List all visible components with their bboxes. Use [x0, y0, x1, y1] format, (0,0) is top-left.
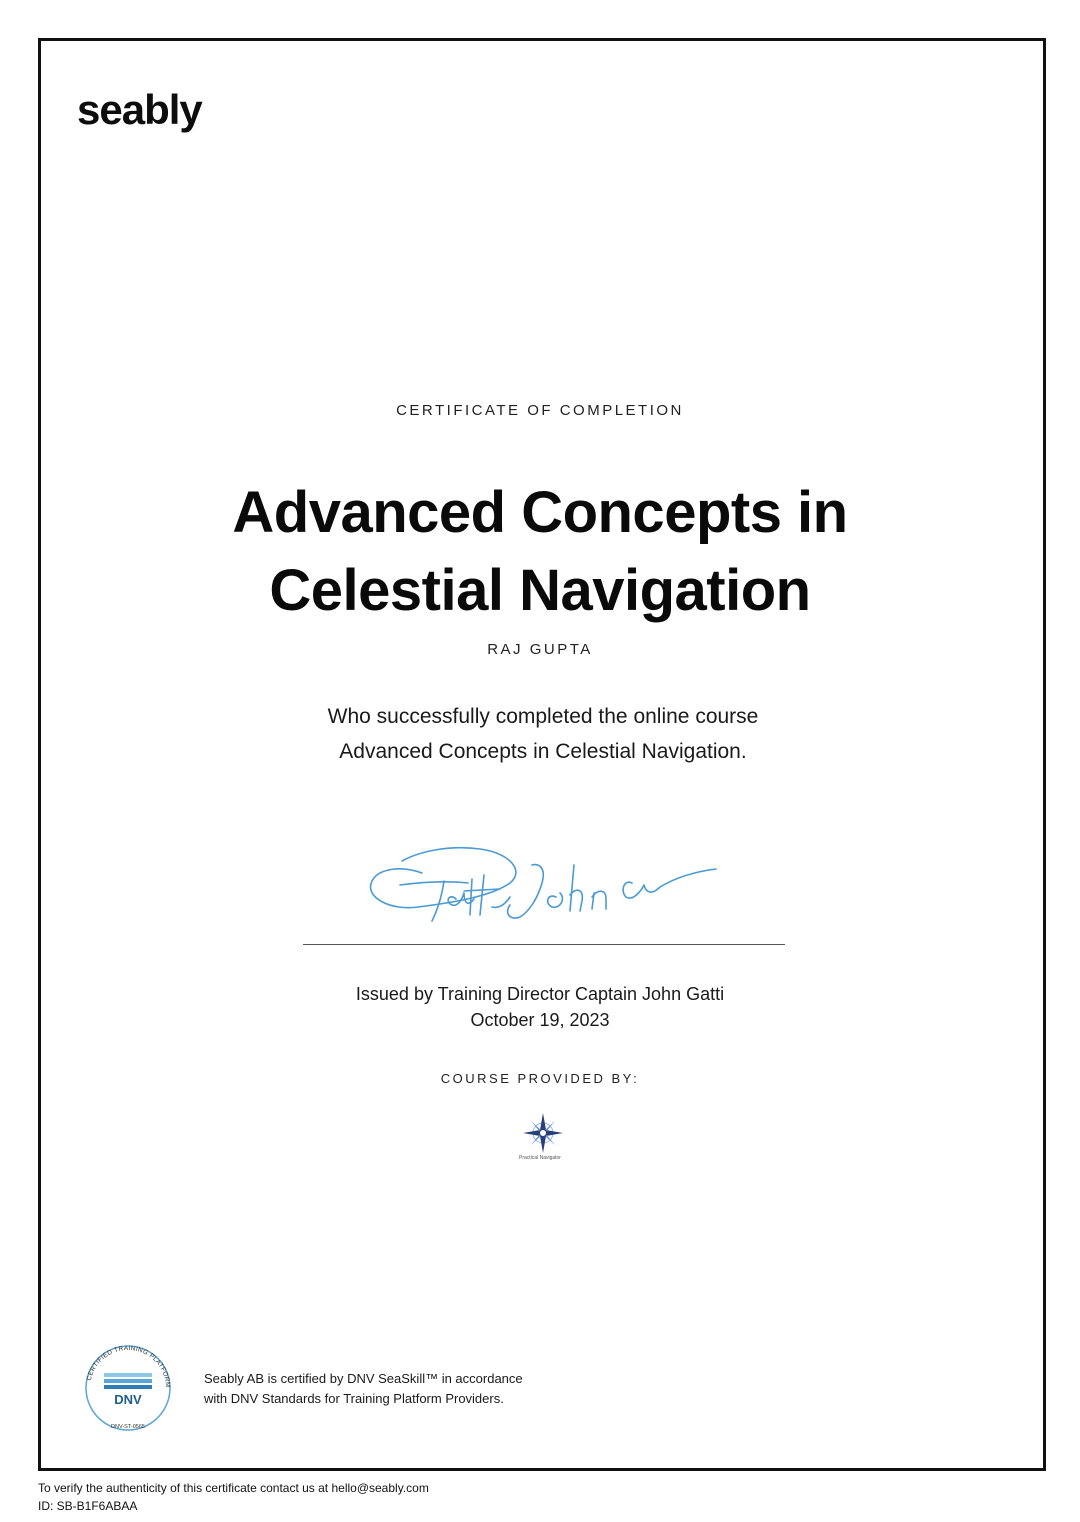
- signature-line: [303, 944, 785, 945]
- issued-block: [0, 981, 1080, 1033]
- course-title: [0, 474, 1080, 630]
- verify-text: To verify the authenticity of this certificate contact us at hello@seably.com: [38, 1481, 429, 1495]
- course-title-line-1: Advanced Concepts in: [232, 480, 848, 545]
- director-signature: [360, 835, 730, 935]
- issued-by: Issued by Training Director Captain John Gatti: [355, 984, 725, 1004]
- provider-name: Practical Navigator: [519, 1155, 561, 1161]
- verification-footer: [38, 1479, 429, 1515]
- dnv-note-line-1: Seably AB is certified by DNV SeaSkill™ in accordance: [204, 1371, 523, 1386]
- recipient-name: RAJ GUPTA: [487, 641, 593, 658]
- dnv-note-line-2: with DNV Standards for Training Platform Providers.: [204, 1391, 504, 1406]
- course-provided-label: COURSE PROVIDED BY:: [440, 1071, 640, 1086]
- certificate-id: ID: SB-B1F6ABAA: [38, 1499, 138, 1513]
- issued-date: October 19, 2023: [470, 1010, 610, 1030]
- completion-description: Who successfully completed the online course Advanced Concepts in Celestial Navigation.: [327, 705, 759, 763]
- course-title-line-2: Celestial Navigation: [269, 558, 811, 623]
- dnv-code: DNV-ST-0565: [111, 1424, 145, 1430]
- dnv-mark: DNV: [114, 1392, 142, 1407]
- seably-logo: seably: [77, 86, 202, 133]
- dnv-certified-badge: [76, 1342, 180, 1432]
- certificate-kicker: CERTIFICATE OF COMPLETION: [396, 402, 684, 419]
- dnv-certification-note: [204, 1369, 523, 1409]
- svg-text:CERTIFIED TRAINING PLATFORM: CERTIFIED TRAINING PLATFORM: [85, 1344, 172, 1389]
